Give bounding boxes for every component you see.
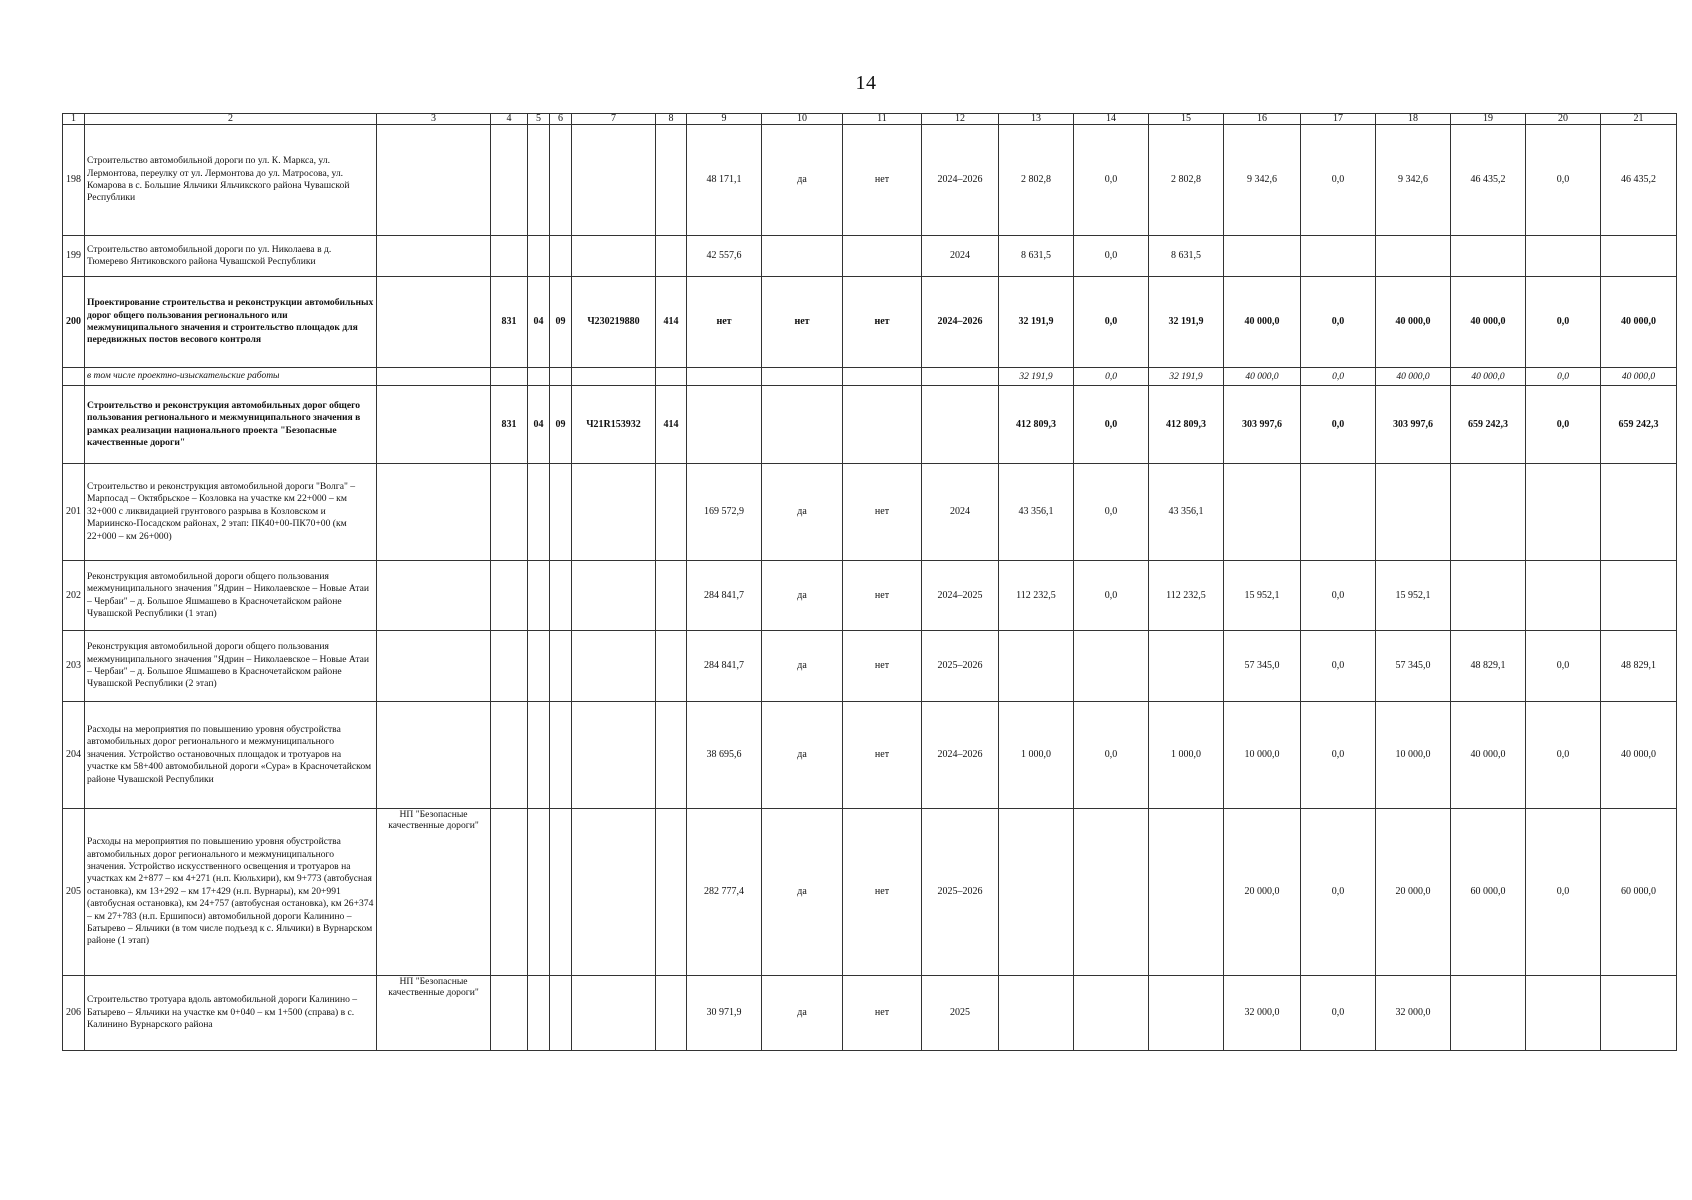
cell-col-20 — [1526, 236, 1601, 277]
cell-col-6 — [550, 236, 572, 277]
table-row — [63, 631, 1677, 702]
object-name-cell: Проектирование строительства и реконструкции автомобильных дорог общего пользования регионального или межмуниципального значения и строительство площадок для передвижных постов весового контроля — [85, 277, 377, 368]
column-header-5: 5 — [528, 114, 550, 125]
cell-col-10: да — [762, 125, 843, 236]
column-header-15: 15 — [1149, 114, 1224, 125]
cell-col-21 — [1601, 561, 1677, 631]
cell-col-4 — [491, 464, 528, 561]
cell-col-9: нет — [687, 277, 762, 368]
cell-col-15: 412 809,3 — [1149, 386, 1224, 464]
cell-col-8 — [656, 236, 687, 277]
cell-col-18: 20 000,0 — [1376, 809, 1451, 976]
cell-col-11: нет — [843, 631, 922, 702]
cell-col-7 — [572, 464, 656, 561]
row-number-cell: 201 — [63, 464, 85, 561]
cell-col-5 — [528, 368, 550, 386]
cell-col-20: 0,0 — [1526, 631, 1601, 702]
cell-col-11 — [843, 236, 922, 277]
cell-col-11 — [843, 368, 922, 386]
cell-col-10: да — [762, 976, 843, 1051]
cell-col-5: 04 — [528, 386, 550, 464]
cell-col-6: 09 — [550, 277, 572, 368]
cell-col-14: 0,0 — [1074, 125, 1149, 236]
cell-col-14: 0,0 — [1074, 368, 1149, 386]
column-header-4: 4 — [491, 114, 528, 125]
object-name-cell: Строительство и реконструкция автомобильной дороги "Волга" – Марпосад – Октябрьское – Козловка на участке км 22+000 – км 32+000 с ликвидацией грунтового разрыва в Козловском и Мариинско-Посадском районах, 2 этап: ПК40+00-ПК70+00 (км 22+000 – км 26+000) — [85, 464, 377, 561]
project-cell — [377, 125, 491, 236]
column-header-17: 17 — [1301, 114, 1376, 125]
row-number-cell — [63, 386, 85, 464]
cell-col-8: 414 — [656, 277, 687, 368]
cell-col-6 — [550, 809, 572, 976]
cell-col-20: 0,0 — [1526, 809, 1601, 976]
cell-col-7: Ч21R153932 — [572, 386, 656, 464]
cell-col-15: 112 232,5 — [1149, 561, 1224, 631]
row-number-cell: 203 — [63, 631, 85, 702]
column-header-11: 11 — [843, 114, 922, 125]
cell-col-11: нет — [843, 561, 922, 631]
cell-col-20: 0,0 — [1526, 702, 1601, 809]
page-number: 14 — [855, 72, 877, 94]
cell-col-8 — [656, 631, 687, 702]
cell-col-20: 0,0 — [1526, 368, 1601, 386]
cell-col-5 — [528, 702, 550, 809]
cell-col-17: 0,0 — [1301, 809, 1376, 976]
cell-col-10: да — [762, 464, 843, 561]
cell-col-19: 659 242,3 — [1451, 386, 1526, 464]
cell-col-6 — [550, 976, 572, 1051]
cell-col-21 — [1601, 464, 1677, 561]
cell-col-10: да — [762, 702, 843, 809]
cell-col-5 — [528, 464, 550, 561]
cell-col-4 — [491, 125, 528, 236]
cell-col-18: 32 000,0 — [1376, 976, 1451, 1051]
cell-col-9: 284 841,7 — [687, 631, 762, 702]
cell-col-5: 04 — [528, 277, 550, 368]
table-body — [63, 125, 1677, 1051]
cell-col-20 — [1526, 464, 1601, 561]
cell-col-13 — [999, 976, 1074, 1051]
cell-col-15: 32 191,9 — [1149, 277, 1224, 368]
cell-col-9: 38 695,6 — [687, 702, 762, 809]
cell-col-12: 2024 — [922, 464, 999, 561]
cell-col-14: 0,0 — [1074, 386, 1149, 464]
cell-col-4 — [491, 236, 528, 277]
cell-col-7 — [572, 631, 656, 702]
cell-col-18 — [1376, 236, 1451, 277]
cell-col-13: 8 631,5 — [999, 236, 1074, 277]
cell-col-15 — [1149, 809, 1224, 976]
cell-col-21: 48 829,1 — [1601, 631, 1677, 702]
cell-col-16: 10 000,0 — [1224, 702, 1301, 809]
cell-col-12: 2024–2026 — [922, 125, 999, 236]
cell-col-7 — [572, 125, 656, 236]
cell-col-13: 1 000,0 — [999, 702, 1074, 809]
row-number-cell: 198 — [63, 125, 85, 236]
cell-col-14 — [1074, 809, 1149, 976]
cell-col-19: 46 435,2 — [1451, 125, 1526, 236]
cell-col-4 — [491, 631, 528, 702]
cell-col-5 — [528, 236, 550, 277]
project-cell: НП "Безопасные качественные дороги" — [377, 809, 491, 976]
cell-col-12: 2024 — [922, 236, 999, 277]
cell-col-5 — [528, 561, 550, 631]
cell-col-4: 831 — [491, 386, 528, 464]
column-header-12: 12 — [922, 114, 999, 125]
project-cell — [377, 561, 491, 631]
cell-col-5 — [528, 976, 550, 1051]
cell-col-4: 831 — [491, 277, 528, 368]
cell-col-19: 48 829,1 — [1451, 631, 1526, 702]
cell-col-8 — [656, 368, 687, 386]
cell-col-15 — [1149, 976, 1224, 1051]
cell-col-10: нет — [762, 277, 843, 368]
object-name-cell: Строительство автомобильной дороги по ул. К. Маркса, ул. Лермонтова, переулку от ул. Лермонтова до ул. Матросова, ул. Комарова в с. Большие Яльчики Яльчикского района Чувашской Республики — [85, 125, 377, 236]
cell-col-6 — [550, 631, 572, 702]
cell-col-11: нет — [843, 464, 922, 561]
column-header-10: 10 — [762, 114, 843, 125]
cell-col-17: 0,0 — [1301, 976, 1376, 1051]
project-cell — [377, 236, 491, 277]
cell-col-4 — [491, 976, 528, 1051]
cell-col-20: 0,0 — [1526, 125, 1601, 236]
cell-col-19 — [1451, 236, 1526, 277]
project-cell — [377, 386, 491, 464]
column-header-1: 1 — [63, 114, 85, 125]
cell-col-4 — [491, 368, 528, 386]
cell-col-19: 40 000,0 — [1451, 368, 1526, 386]
cell-col-7 — [572, 236, 656, 277]
cell-col-21: 40 000,0 — [1601, 702, 1677, 809]
column-header-9: 9 — [687, 114, 762, 125]
column-header-13: 13 — [999, 114, 1074, 125]
cell-col-18: 10 000,0 — [1376, 702, 1451, 809]
cell-col-11 — [843, 386, 922, 464]
cell-col-18: 15 952,1 — [1376, 561, 1451, 631]
cell-col-17: 0,0 — [1301, 368, 1376, 386]
cell-col-14: 0,0 — [1074, 277, 1149, 368]
table-row — [63, 368, 1677, 386]
cell-col-9: 30 971,9 — [687, 976, 762, 1051]
table-row — [63, 464, 1677, 561]
cell-col-17: 0,0 — [1301, 125, 1376, 236]
cell-col-16 — [1224, 464, 1301, 561]
column-header-6: 6 — [550, 114, 572, 125]
cell-col-14: 0,0 — [1074, 236, 1149, 277]
cell-col-5 — [528, 809, 550, 976]
cell-col-16: 303 997,6 — [1224, 386, 1301, 464]
cell-col-12: 2025–2026 — [922, 809, 999, 976]
column-header-20: 20 — [1526, 114, 1601, 125]
cell-col-12 — [922, 368, 999, 386]
table-row — [63, 809, 1677, 976]
cell-col-6: 09 — [550, 386, 572, 464]
cell-col-6 — [550, 464, 572, 561]
cell-col-17: 0,0 — [1301, 561, 1376, 631]
cell-col-10 — [762, 368, 843, 386]
cell-col-5 — [528, 125, 550, 236]
cell-col-21 — [1601, 976, 1677, 1051]
cell-col-14: 0,0 — [1074, 464, 1149, 561]
cell-col-19 — [1451, 464, 1526, 561]
cell-col-7 — [572, 702, 656, 809]
row-number-cell — [63, 368, 85, 386]
cell-col-13: 2 802,8 — [999, 125, 1074, 236]
object-name-cell: Расходы на мероприятия по повышению уровня обустройства автомобильных дорог регионального и межмуниципального значения. Устройство остановочных площадок и тротуаров на участке км 58+400 автомобильной дороги «Сура» в Красночетайском районе Чувашской Республики — [85, 702, 377, 809]
cell-col-20 — [1526, 561, 1601, 631]
cell-col-11: нет — [843, 702, 922, 809]
cell-col-9 — [687, 368, 762, 386]
cell-col-21 — [1601, 236, 1677, 277]
cell-col-16: 40 000,0 — [1224, 368, 1301, 386]
table-row — [63, 236, 1677, 277]
cell-col-16: 9 342,6 — [1224, 125, 1301, 236]
cell-col-19 — [1451, 561, 1526, 631]
table-row — [63, 976, 1677, 1051]
row-number-cell: 205 — [63, 809, 85, 976]
cell-col-4 — [491, 702, 528, 809]
column-header-19: 19 — [1451, 114, 1526, 125]
row-number-cell: 202 — [63, 561, 85, 631]
cell-col-9: 169 572,9 — [687, 464, 762, 561]
cell-col-18: 40 000,0 — [1376, 277, 1451, 368]
cell-col-8 — [656, 464, 687, 561]
cell-col-11: нет — [843, 976, 922, 1051]
cell-col-18 — [1376, 464, 1451, 561]
cell-col-14 — [1074, 631, 1149, 702]
row-number-cell: 200 — [63, 277, 85, 368]
table-row — [63, 386, 1677, 464]
cell-col-12: 2025–2026 — [922, 631, 999, 702]
cell-col-20: 0,0 — [1526, 386, 1601, 464]
project-cell — [377, 464, 491, 561]
cell-col-16: 40 000,0 — [1224, 277, 1301, 368]
cell-col-13: 32 191,9 — [999, 277, 1074, 368]
cell-col-18: 40 000,0 — [1376, 368, 1451, 386]
cell-col-9: 42 557,6 — [687, 236, 762, 277]
cell-col-21: 40 000,0 — [1601, 277, 1677, 368]
cell-col-8 — [656, 702, 687, 809]
cell-col-16: 32 000,0 — [1224, 976, 1301, 1051]
cell-col-11: нет — [843, 125, 922, 236]
column-header-18: 18 — [1376, 114, 1451, 125]
cell-col-8 — [656, 976, 687, 1051]
cell-col-16: 57 345,0 — [1224, 631, 1301, 702]
table-row — [63, 702, 1677, 809]
cell-col-4 — [491, 561, 528, 631]
cell-col-7 — [572, 976, 656, 1051]
cell-col-15: 2 802,8 — [1149, 125, 1224, 236]
column-header-2: 2 — [85, 114, 377, 125]
cell-col-12 — [922, 386, 999, 464]
cell-col-10: да — [762, 631, 843, 702]
table-row — [63, 277, 1677, 368]
cell-col-18: 303 997,6 — [1376, 386, 1451, 464]
cell-col-16 — [1224, 236, 1301, 277]
project-cell: НП "Безопасные качественные дороги" — [377, 976, 491, 1051]
cell-col-8 — [656, 125, 687, 236]
column-header-8: 8 — [656, 114, 687, 125]
cell-col-6 — [550, 368, 572, 386]
cell-col-14: 0,0 — [1074, 561, 1149, 631]
cell-col-12: 2024–2025 — [922, 561, 999, 631]
cell-col-4 — [491, 809, 528, 976]
cell-col-19 — [1451, 976, 1526, 1051]
column-header-21: 21 — [1601, 114, 1677, 125]
cell-col-17: 0,0 — [1301, 386, 1376, 464]
object-name-cell: в том числе проектно-изыскательские работы — [85, 368, 377, 386]
cell-col-17 — [1301, 236, 1376, 277]
object-name-cell: Расходы на мероприятия по повышению уровня обустройства автомобильных дорог регионального и межмуниципального значения. Устройство искусственного освещения и тротуаров на участках км 2+877 – км 4+271 (н.п. Кюльхири), км 9+773 (автобусная остановка), км 13+292 – км 17+429 (н.п. Вурнары), км 20+991 (автобусная остановка), км 24+757 (автобусная остановка), км 26+374 – км 27+783 (н.п. Ершипоси) автомобильной дороги Калинино – Батырево – Яльчики (в том числе подъезд к с. Яльчики) в Вурнарском районе (1 этап) — [85, 809, 377, 976]
cell-col-7 — [572, 368, 656, 386]
cell-col-15 — [1149, 631, 1224, 702]
table-row — [63, 125, 1677, 236]
object-name-cell: Реконструкция автомобильной дороги общего пользования межмуниципального значения "Ядрин – Николаевское – Новые Атаи – Чербаи" – д. Большое Яшмашево в Красночетайском районе Чувашской Республики (2 этап) — [85, 631, 377, 702]
cell-col-11: нет — [843, 277, 922, 368]
cell-col-20: 0,0 — [1526, 277, 1601, 368]
column-index-header — [63, 114, 1677, 125]
column-header-16: 16 — [1224, 114, 1301, 125]
cell-col-15: 32 191,9 — [1149, 368, 1224, 386]
cell-col-13: 112 232,5 — [999, 561, 1074, 631]
budget-table — [62, 113, 1677, 1051]
row-number-cell: 206 — [63, 976, 85, 1051]
cell-col-16: 15 952,1 — [1224, 561, 1301, 631]
cell-col-13: 43 356,1 — [999, 464, 1074, 561]
cell-col-21: 659 242,3 — [1601, 386, 1677, 464]
cell-col-21: 60 000,0 — [1601, 809, 1677, 976]
cell-col-10 — [762, 386, 843, 464]
cell-col-17 — [1301, 464, 1376, 561]
cell-col-19: 60 000,0 — [1451, 809, 1526, 976]
row-number-cell: 204 — [63, 702, 85, 809]
cell-col-21: 40 000,0 — [1601, 368, 1677, 386]
cell-col-21: 46 435,2 — [1601, 125, 1677, 236]
cell-col-8 — [656, 561, 687, 631]
cell-col-14: 0,0 — [1074, 702, 1149, 809]
cell-col-17: 0,0 — [1301, 702, 1376, 809]
column-header-7: 7 — [572, 114, 656, 125]
cell-col-13: 32 191,9 — [999, 368, 1074, 386]
cell-col-10: да — [762, 809, 843, 976]
cell-col-9: 284 841,7 — [687, 561, 762, 631]
cell-col-20 — [1526, 976, 1601, 1051]
project-cell — [377, 368, 491, 386]
cell-col-18: 9 342,6 — [1376, 125, 1451, 236]
cell-col-14 — [1074, 976, 1149, 1051]
cell-col-7: Ч230219880 — [572, 277, 656, 368]
column-header-3: 3 — [377, 114, 491, 125]
cell-col-9: 48 171,1 — [687, 125, 762, 236]
cell-col-12: 2024–2026 — [922, 702, 999, 809]
cell-col-13: 412 809,3 — [999, 386, 1074, 464]
cell-col-5 — [528, 631, 550, 702]
cell-col-17: 0,0 — [1301, 631, 1376, 702]
object-name-cell: Строительство автомобильной дороги по ул. Николаева в д. Тюмерево Янтиковского района Чувашской Республики — [85, 236, 377, 277]
cell-col-7 — [572, 809, 656, 976]
cell-col-16: 20 000,0 — [1224, 809, 1301, 976]
project-cell — [377, 277, 491, 368]
cell-col-17: 0,0 — [1301, 277, 1376, 368]
cell-col-10 — [762, 236, 843, 277]
cell-col-19: 40 000,0 — [1451, 277, 1526, 368]
column-header-14: 14 — [1074, 114, 1149, 125]
cell-col-15: 43 356,1 — [1149, 464, 1224, 561]
cell-col-9 — [687, 386, 762, 464]
cell-col-7 — [572, 561, 656, 631]
project-cell — [377, 631, 491, 702]
cell-col-18: 57 345,0 — [1376, 631, 1451, 702]
header-row — [63, 114, 1677, 125]
object-name-cell: Строительство тротуара вдоль автомобильной дороги Калинино – Батырево – Яльчики на участке км 0+040 – км 1+500 (справа) в с. Калинино Вурнарского района — [85, 976, 377, 1051]
cell-col-12: 2024–2026 — [922, 277, 999, 368]
cell-col-6 — [550, 702, 572, 809]
object-name-cell: Строительство и реконструкция автомобильных дорог общего пользования регионального и межмуниципального значения в рамках реализации национального проекта "Безопасные качественные дороги" — [85, 386, 377, 464]
cell-col-9: 282 777,4 — [687, 809, 762, 976]
cell-col-8 — [656, 809, 687, 976]
object-name-cell: Реконструкция автомобильной дороги общего пользования межмуниципального значения "Ядрин – Николаевское – Новые Атаи – Чербаи" – д. Большое Яшмашево в Красночетайском районе Чувашской Республики (1 этап) — [85, 561, 377, 631]
cell-col-15: 1 000,0 — [1149, 702, 1224, 809]
cell-col-6 — [550, 125, 572, 236]
table-row — [63, 561, 1677, 631]
row-number-cell: 199 — [63, 236, 85, 277]
cell-col-8: 414 — [656, 386, 687, 464]
cell-col-6 — [550, 561, 572, 631]
cell-col-19: 40 000,0 — [1451, 702, 1526, 809]
cell-col-13 — [999, 809, 1074, 976]
cell-col-13 — [999, 631, 1074, 702]
project-cell — [377, 702, 491, 809]
cell-col-15: 8 631,5 — [1149, 236, 1224, 277]
cell-col-12: 2025 — [922, 976, 999, 1051]
cell-col-10: да — [762, 561, 843, 631]
cell-col-11: нет — [843, 809, 922, 976]
